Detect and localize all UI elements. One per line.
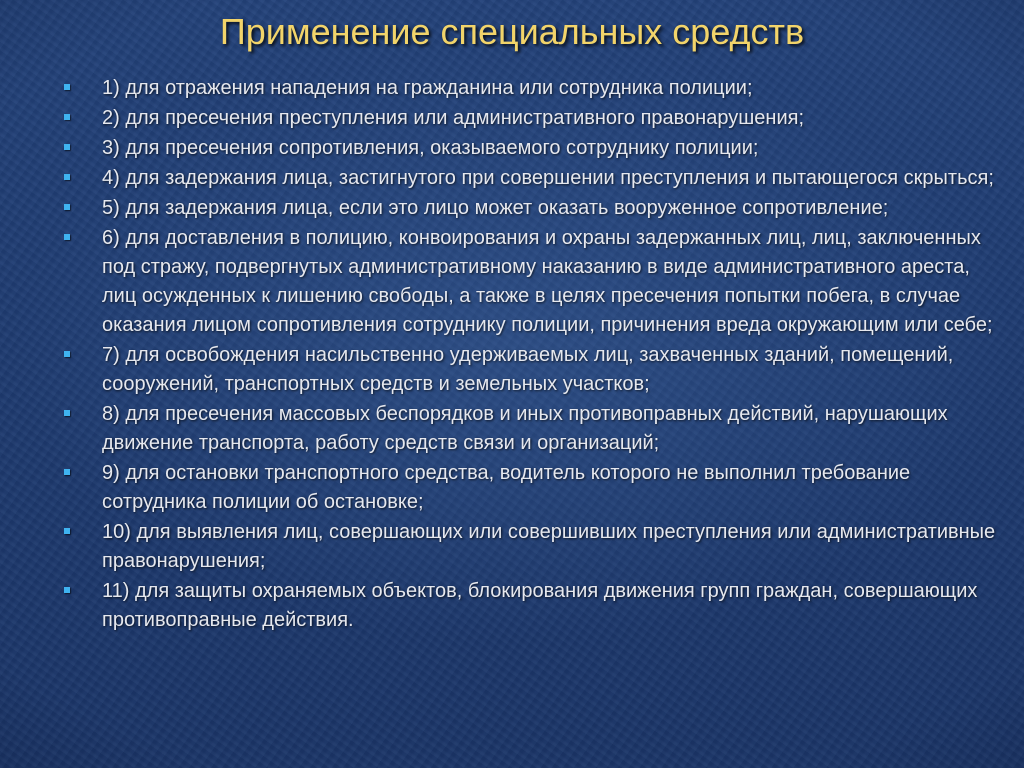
list-item-text: 4) для задержания лица, застигнутого при совершении преступления и пытающегося скрыться; — [102, 167, 994, 189]
list-item-text: 5) для задержания лица, если это лицо может оказать вооруженное сопротивление; — [102, 197, 889, 219]
list-item-text: 3) для пресечения сопротивления, оказываемого сотруднику полиции; — [102, 137, 759, 159]
list-item — [60, 459, 1000, 517]
list-item-text: 10) для выявления лиц, совершающих или совершивших преступления или административные правонарушения; — [102, 521, 996, 572]
square-bullet-icon — [64, 174, 70, 180]
list-item — [60, 164, 1000, 193]
square-bullet-icon — [64, 528, 70, 534]
list-item-text: 11) для защиты охраняемых объектов, блокирования движения групп граждан, совершающих противоправные действия. — [102, 580, 978, 631]
square-bullet-icon — [64, 144, 70, 150]
list-item-text: 9) для остановки транспортного средства, водитель которого не выполнил требование сотрудника полиции об остановке; — [102, 462, 911, 513]
square-bullet-icon — [64, 234, 70, 240]
square-bullet-icon — [64, 114, 70, 120]
list-item — [60, 194, 1000, 223]
list-item — [60, 224, 1000, 340]
list-item-text: 1) для отражения нападения на гражданина или сотрудника полиции; — [102, 77, 753, 99]
list-item-text: 6) для доставления в полицию, конвоирования и охраны задержанных лиц, лиц, заключенных под стражу, подвергнутых административному наказанию в виде административного ареста, лиц осужденных к лишению свободы, а также в целях пресечения попытки побега, в случае оказания лицом сопротивления сотруднику полиции, причинения вреда окружающим или себе; — [102, 227, 993, 336]
list-item-text: 8) для пресечения массовых беспорядков и иных противоправных действий, нарушающих движение транспорта, работу средств связи и организаций; — [102, 403, 948, 454]
square-bullet-icon — [64, 204, 70, 210]
list-item — [60, 518, 1000, 576]
list-item — [60, 577, 1000, 635]
square-bullet-icon — [64, 587, 70, 593]
slide-title: Применение специальных средств — [219, 11, 805, 52]
square-bullet-icon — [64, 469, 70, 475]
list-item — [60, 400, 1000, 458]
list-item — [60, 341, 1000, 399]
list-item — [60, 104, 1000, 133]
bullet-list — [60, 74, 1000, 636]
list-item-text: 7) для освобождения насильственно удерживаемых лиц, захваченных зданий, помещений, сооружений, транспортных средств и земельных участков; — [102, 344, 954, 395]
square-bullet-icon — [64, 351, 70, 357]
square-bullet-icon — [64, 84, 70, 90]
list-item — [60, 134, 1000, 163]
list-item — [60, 74, 1000, 103]
list-item-text: 2) для пресечения преступления или административного правонарушения; — [102, 107, 805, 129]
square-bullet-icon — [64, 410, 70, 416]
